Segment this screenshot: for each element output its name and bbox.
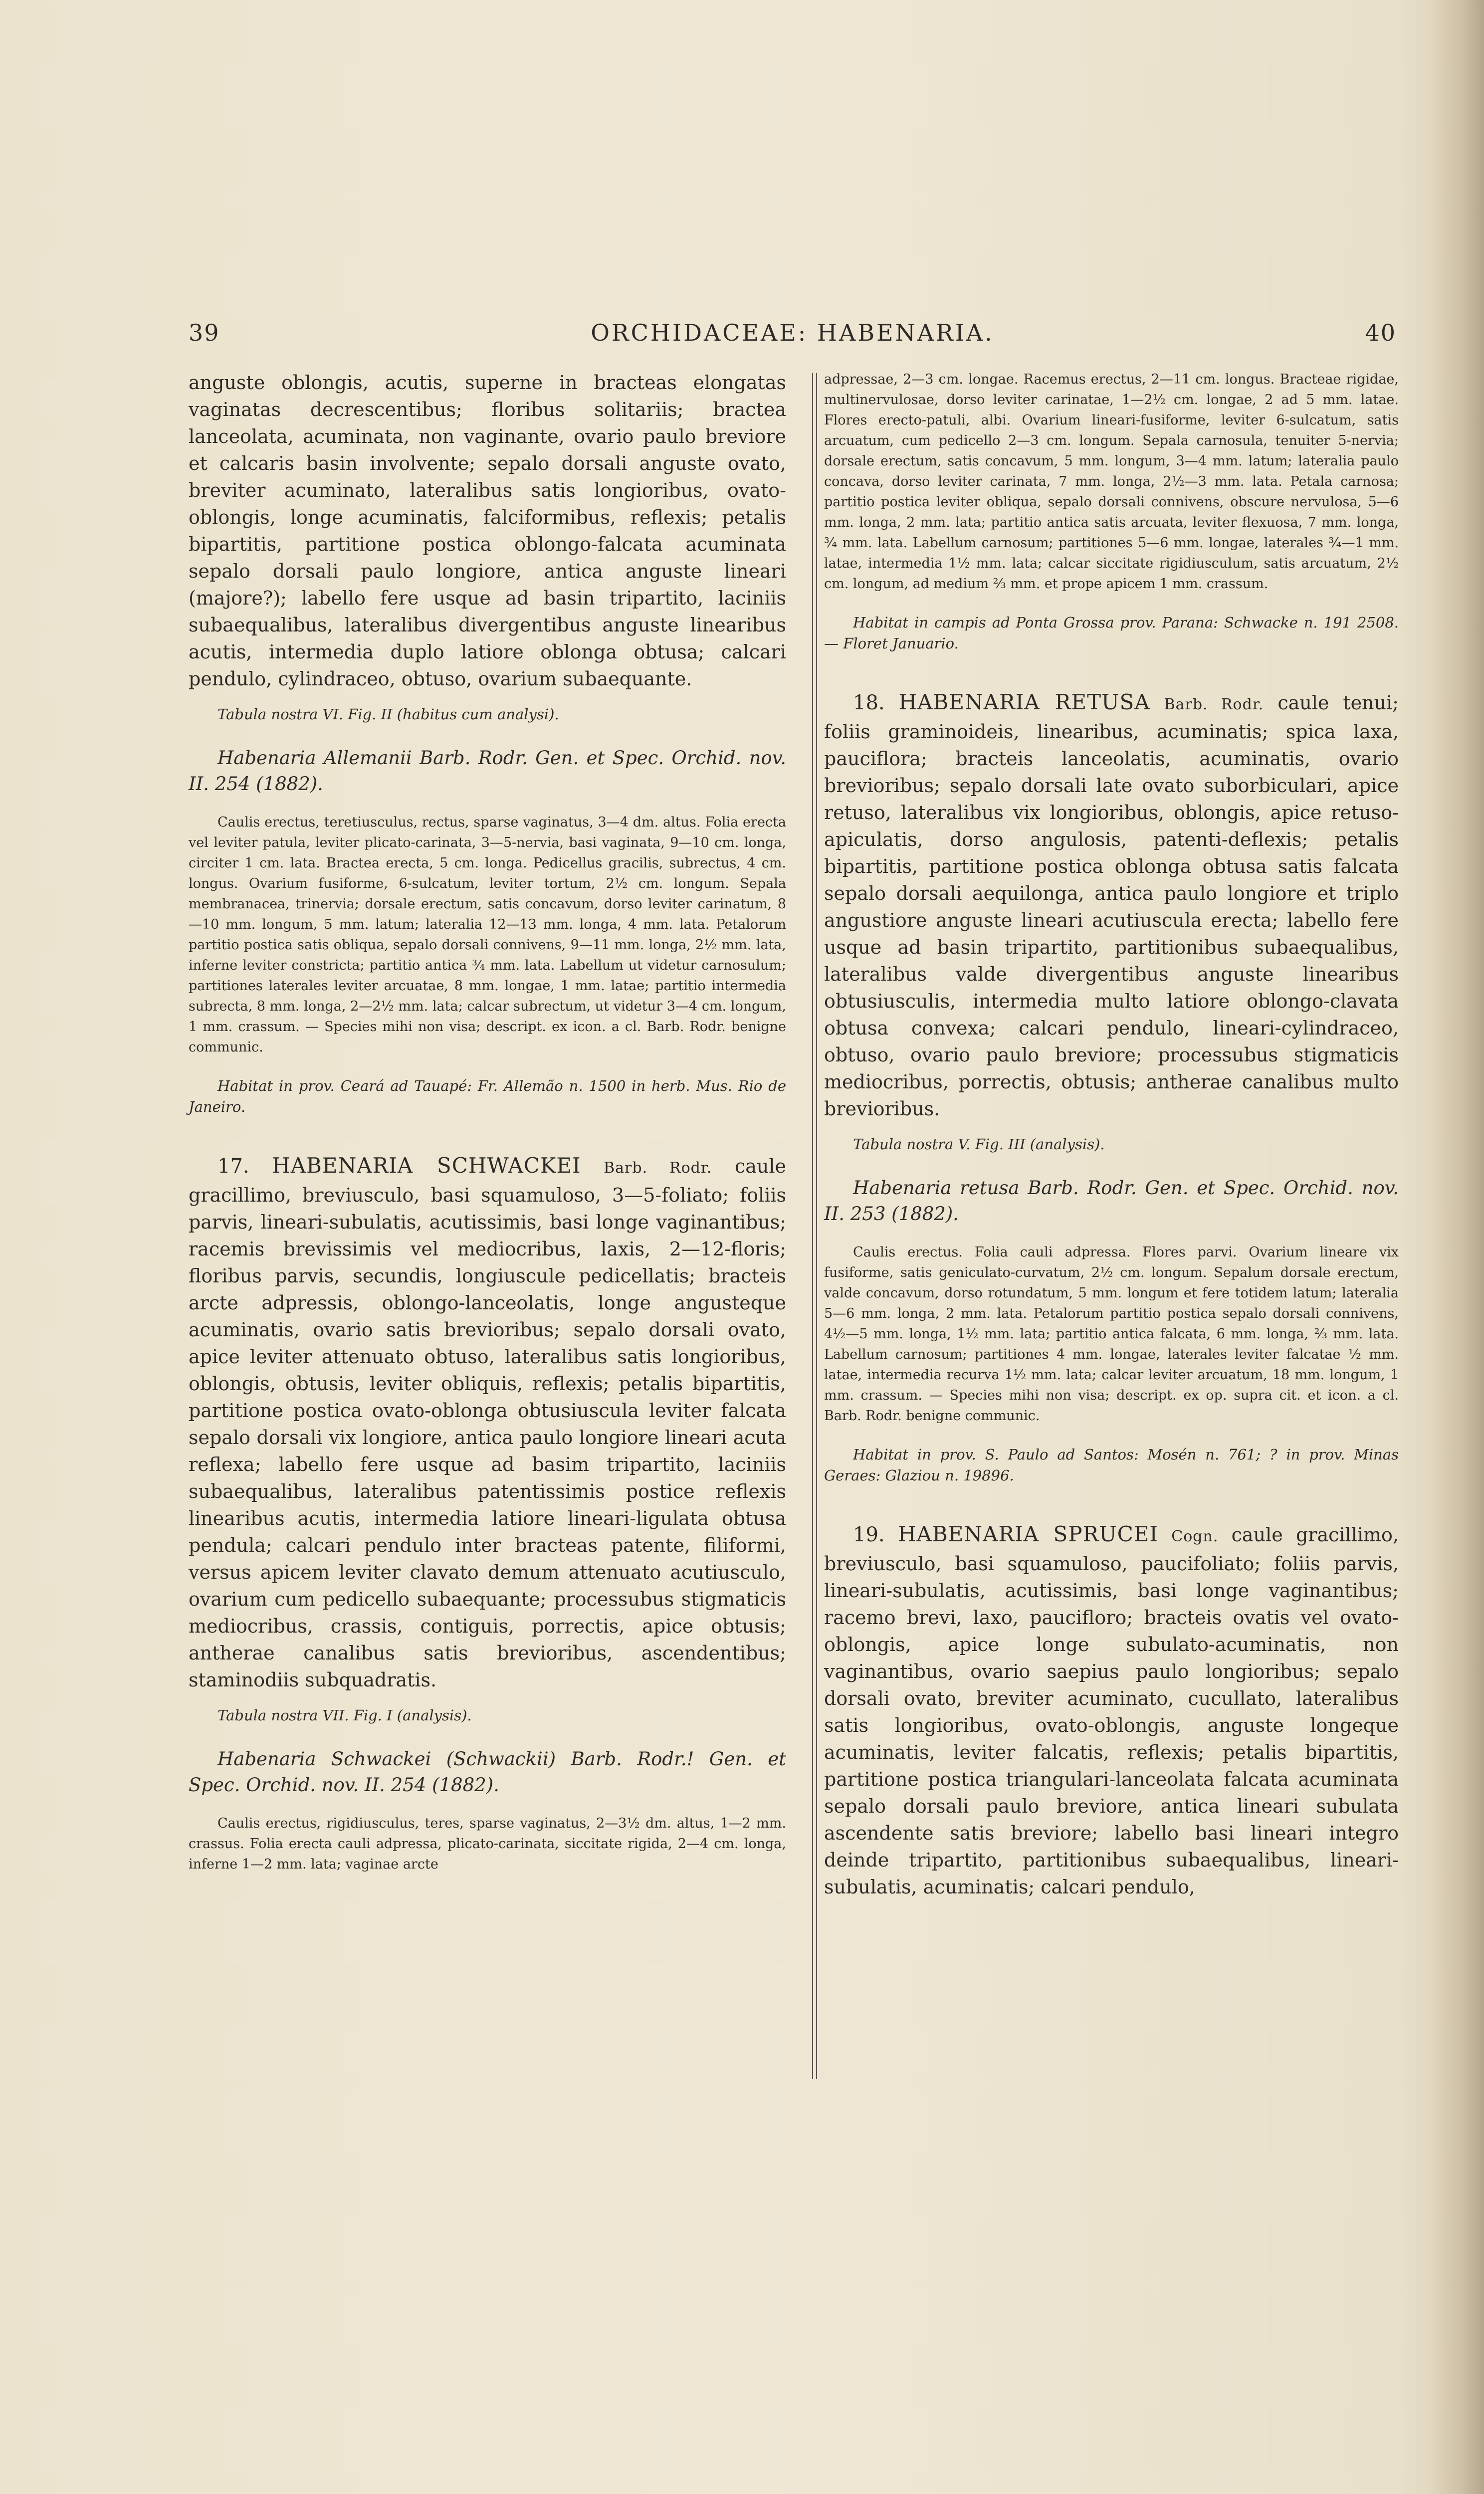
species-diagnosis: caule gracillimo, breviusculo, basi squamuloso, paucifoliato; foliis parvis, lineari-subulatis, acutissimis, basi longe vaginantibus; racemo brevi, laxo, paucifloro; bracteis ovatis vel ovato-oblongis, apice longe subulato-acuminatis, non vaginantibus, ovario saepius paulo longioribus; sepalo dorsali ovato, breviter acuminato, cucullato, lateralibus satis longioribus, ovato-oblongis, anguste longeque acuminatis, leviter falcatis, reflexis; petalis bipartitis, partitione postica triangulari-lanceolata falcata acuminata sepalo dorsali paulo breviore, antica lineari subulata ascendente satis breviore; labello basi lineari integro deinde tripartito, partitionibus subaequalibus, lineari-subulatis, acuminatis; calcari pendulo,: [824, 1524, 1399, 1898]
species-diagnosis: caule gracillimo, breviusculo, basi squamuloso, 3—5-foliato; foliis parvis, lineari-subulatis, acutissimis, basi longe vaginantibus; racemis brevissimis vel mediocribus, laxis, 2—12-floris; floribus parvis, secundis, longiuscule pedicellatis; bracteis arcte adpressis, oblongo-lanceolatis, longe angusteque acuminatis, ovario satis brevioribus; sepalo dorsali ovato, apice leviter attenuato obtuso, lateralibus satis longioribus, oblongis, obtusis, leviter obliquis, reflexis; petalis bipartitis, partitione postica ovato-oblonga obtusiuscula leviter falcata sepalo dorsali vix longiore, antica paulo longiore lineari acuta reflexa; labello fere usque ad basim tripartito, laciniis subaequalibus, lateralibus patentissimis postice reflexis linearibus acutis, intermedia latiore lineari-ligulata obtusa pendula; calcari pendulo inter bracteas patente, filiformi, versus apicem leviter clavato demum attenuato acutiusculo, ovarium cum pedicello subaequante; processubus stigmaticis mediocribus, crassis, contiguis, porrectis, apice obtusis; antherae canalibus satis brevioribus, ascendentibus; staminodiis subquadratis.: [189, 1155, 786, 1691]
species-number: 18.: [853, 691, 885, 714]
species-author: Barb. Rodr.: [1164, 696, 1264, 713]
continued-description: anguste oblongis, acutis, superne in bracteas elongatas vaginatas decrescentibus; floribus solitariis; bractea lanceolata, acuminata, non vaginante, ovario paulo breviore et calcaris basin involvente; sepalo dorsali anguste ovato, breviter acuminato, lateralibus satis longioribus, ovato-oblongis, longe acuminatis, falciformibus, reflexis; petalis bipartitis, partitione postica oblongo-falcata acuminata sepalo dorsali paulo longiore, antica anguste lineari (majore?); labello fere usque ad basin tripartito, laciniis subaequalibus, lateralibus divergentibus anguste linearibus acutis, intermedia duplo latiore oblonga obtusa; calcari pendulo, cylindraceo, obtuso, ovarium subaequante.: [189, 372, 786, 690]
species-17-entry: [189, 1152, 786, 1693]
synonym-reference: Habenaria Schwackei (Schwackii) Barb. Rodr.! Gen. et Spec. Orchid. nov. II. 254 (1882).: [189, 1748, 786, 1796]
habitat-note: Habitat in prov. S. Paulo ad Santos: Mosén n. 761; ? in prov. Minas Geraes: Glaziou n. 19896.: [824, 1446, 1399, 1484]
plate-caption: Tabula nostra VI. Fig. II (habitus cum analysi).: [217, 706, 559, 723]
right-column: [824, 369, 1399, 1900]
page-header: [189, 319, 1396, 364]
habitat-note: Habitat in campis ad Ponta Grossa prov. Parana: Schwacke n. 191 2508. — Floret Januario.: [824, 614, 1399, 652]
species-number: 19.: [853, 1523, 885, 1546]
plate-caption: Tabula nostra V. Fig. III (analysis).: [853, 1136, 1105, 1153]
column-divider: [812, 373, 817, 2079]
continued-detailed-description: adpressae, 2—3 cm. longae. Racemus erectus, 2—11 cm. longus. Bracteae rigidae, multinervulosae, dorso leviter carinatae, 1—2½ cm. longae, 2 ad 5 mm. latae. Flores erecto-patuli, albi. Ovarium lineari-fusiforme, leviter 6-sulcatum, satis arcuatum, cum pedicello 2—3 cm. longum. Sepala carnosula, tenuiter 5-nervia; dorsale erectum, satis concavum, 5 mm. longum, 3—4 mm. latum; lateralia paulo concava, dorso leviter carinata, 7 mm. longa, 2½—3 mm. lata. Petala carnosa; partitio postica leviter obliqua, sepalo dorsali connivens, obscure nervulosa, 5—6 mm. longa, 2 mm. lata; partitio antica satis arcuata, leviter flexuosa, 7 mm. longa, ¾ mm. lata. Labellum carnosum; partitiones 5—6 mm. longae, laterales ¾—1 mm. latae, intermedia 1½ mm. lata; calcar siccitate rigidiusculum, satis arcuatum, 2½ cm. longum, ad medium ⅔ mm. et prope apicem 1 mm. crassum.: [824, 372, 1399, 592]
species-author: Barb. Rodr.: [604, 1159, 712, 1177]
species-diagnosis: caule tenui; foliis graminoideis, linearibus, acuminatis; spica laxa, pauciflora; bracteis lanceolatis, acuminatis, ovario brevioribus; sepalo dorsali late ovato suborbiculari, apice retuso, lateralibus vix longioribus, oblongis, apice retuso-apiculatis, dorso angulosis, patenti-deflexis; petalis bipartitis, partitione postica oblonga obtusa satis falcata sepalo dorsali aequilonga, antica paulo longiore et triplo angustiore anguste lineari acutiuscula erecta; labello fere usque ad basin tripartito, partitionibus subaequalibus, lateralibus valde divergentibus anguste linearibus obtusiusculis, intermedia multo latiore oblongo-clavata obtusa convexa; calcari pendulo, lineari-cylindraceo, obtuso, ovario paulo breviore; processubus stigmaticis mediocribus, porrectis, obtusis; antherae canalibus multo brevioribus.: [824, 692, 1399, 1120]
species-name: HABENARIA RETUSA: [898, 690, 1150, 714]
habitat-note: Habitat in prov. Ceará ad Tauapé: Fr. Allemão n. 1500 in herb. Mus. Rio de Janeiro.: [189, 1077, 786, 1115]
synonym-reference: Habenaria retusa Barb. Rodr. Gen. et Spec. Orchid. nov. II. 253 (1882).: [824, 1177, 1399, 1225]
species-name: HABENARIA SCHWACKEI: [272, 1153, 581, 1178]
synonym-reference: Habenaria Allemanii Barb. Rodr. Gen. et Spec. Orchid. nov. II. 254 (1882).: [189, 747, 786, 795]
species-19-entry: [824, 1521, 1399, 1900]
species-18-entry: [824, 689, 1399, 1122]
page-edge-shadow: [1429, 0, 1484, 2494]
plate-caption: Tabula nostra VII. Fig. I (analysis).: [217, 1707, 472, 1724]
detailed-description: Caulis erectus. Folia cauli adpressa. Flores parvi. Ovarium lineare vix fusiforme, satis geniculato-curvatum, 2½ cm. longum. Sepalum dorsale erectum, valde concavum, dorso rotundatum, 5 mm. longum et fere totidem latum; lateralia 5—6 mm. longa, 2 mm. lata. Petalorum partitio postica sepalo dorsali connivens, 4½—5 mm. longa, 1½ mm. lata; partitio antica falcata, 6 mm. longa, ⅔ mm. lata. Labellum carnosum; partitiones 4 mm. longae, laterales leviter falcatae ½ mm. latae, intermedia recurva 1½ mm. lata; calcar leviter arcuatum, 18 mm. longum, 1 mm. crassum. — Species mihi non visa; descript. ex op. supra cit. et icon. a cl. Barb. Rodr. benigne communic.: [824, 1245, 1399, 1424]
detailed-description: Caulis erectus, teretiusculus, rectus, sparse vaginatus, 3—4 dm. altus. Folia erecta vel leviter patula, leviter plicato-carinata, 3—5-nervia, basi vaginata, 9—10 cm. longa, circiter 1 cm. lata. Bractea erecta, 5 cm. longa. Pedicellus gracilis, subrectus, 4 cm. longus. Ovarium fusiforme, 6-sulcatum, leviter tortum, 2½ cm. longum. Sepala membranacea, trinervia; dorsale erectum, satis concavum, dorso leviter carinatum, 8—10 mm. longum, 5 mm. latum; lateralia 12—13 mm. longa, 4 mm. lata. Petalorum partitio postica satis obliqua, sepalo dorsali connivens, 9—11 mm. longa, 2½ mm. lata, inferne leviter constricta; partitio antica ¾ mm. lata. Labellum ut videtur carnosulum; partitiones laterales leviter arcuatae, 8 mm. longae, 1 mm. latae; partitio intermedia subrecta, 8 mm. longa, 2—2½ mm. lata; calcar subrectum, ut videtur 3—4 cm. longum, 1 mm. crassum. — Species mihi non visa; descript. ex icon. a cl. Barb. Rodr. benigne communic.: [189, 815, 786, 1055]
page-number-right: 40: [1365, 319, 1396, 346]
species-name: HABENARIA SPRUCEI: [897, 1522, 1158, 1546]
left-column: [189, 369, 786, 1874]
running-title: ORCHIDACEAE: HABENARIA.: [591, 319, 994, 346]
species-number: 17.: [217, 1155, 249, 1178]
detailed-description: Caulis erectus, rigidiusculus, teres, sparse vaginatus, 2—3½ dm. altus, 1—2 mm. crassus. Folia erecta cauli adpressa, plicato-carinata, siccitate rigida, 2—4 cm. longa, inferne 1—2 mm. lata; vaginae arcte: [189, 1816, 786, 1872]
page-number-left: 39: [189, 319, 220, 346]
species-author: Cogn.: [1171, 1528, 1219, 1545]
